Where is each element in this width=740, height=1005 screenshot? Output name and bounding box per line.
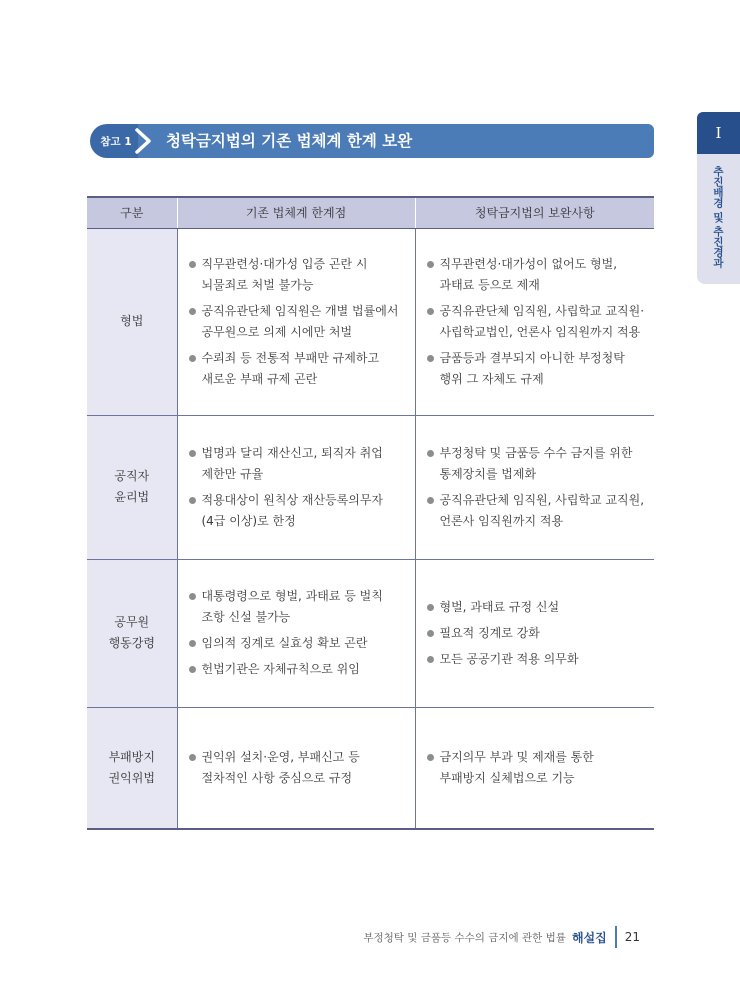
item-line: 절차적인 사항 중심으로 규정	[201, 770, 353, 785]
page-footer	[363, 926, 640, 948]
item-line: 공무원으로 의제 시에만 처벌	[201, 324, 353, 339]
improvements-cell	[415, 415, 654, 559]
bullet-icon	[427, 656, 434, 663]
row-category	[87, 415, 177, 559]
bullet-icon	[189, 754, 196, 761]
table-row	[87, 559, 654, 707]
row-category	[87, 228, 177, 415]
item-line: 임의적 징계로 실효성 확보 곤란	[201, 636, 368, 650]
limitation-item	[188, 633, 407, 654]
item-line: 모든 공공기관 적용 의무화	[439, 651, 579, 666]
limitation-item	[188, 443, 407, 485]
limitations-list	[188, 254, 407, 390]
category-line: 윤리법	[114, 490, 150, 504]
category-line: 공무원	[114, 615, 150, 629]
limitation-item	[188, 301, 407, 343]
item-line: 공직유관단체 임직원은 개별 법률에서	[201, 303, 399, 318]
header-limitations: 기존 법체계 한계점	[177, 197, 415, 228]
chapter-tab-numeral[interactable]	[697, 112, 740, 154]
improvement-item	[426, 747, 647, 789]
item-line: 직무관련성·대가성 입증 곤란 시	[201, 256, 368, 271]
improvement-item	[426, 597, 647, 618]
bullet-icon	[189, 261, 196, 268]
improvements-list	[426, 254, 647, 390]
table-row	[87, 228, 654, 415]
chapter-numeral: I	[715, 124, 722, 142]
improvement-item	[426, 623, 647, 644]
improvement-item	[426, 254, 647, 296]
improvements-cell	[415, 707, 654, 829]
item-line: 적용대상이 원칙상 재산등록의무자	[201, 492, 384, 507]
category-line: 권익위법	[108, 770, 155, 785]
item-line: 법명과 달리 재산신고, 퇴직자 취업	[201, 445, 383, 460]
item-line: 제한만 규율	[201, 466, 264, 481]
improvements-list	[426, 443, 647, 532]
item-line: 통제장치를 법제화	[439, 466, 537, 481]
item-line: 부패방지 실체법으로 기능	[439, 770, 575, 785]
bullet-icon	[427, 630, 434, 637]
item-line: 과태료 등으로 제재	[439, 277, 540, 292]
item-line: 부정청탁 및 금품등 수수 금지를 위한	[439, 445, 633, 460]
bullet-icon	[427, 355, 434, 362]
item-line: 새로운 부패 규제 곤란	[201, 371, 318, 386]
item-line: 행위 그 자체도 규제	[439, 371, 544, 386]
header-category: 구분	[87, 197, 177, 228]
chevron-right-icon	[134, 124, 156, 158]
limitations-list	[188, 747, 407, 789]
category-line: 형법	[120, 314, 144, 328]
item-line: 조항 신설 불가능	[201, 610, 291, 624]
section-header	[90, 124, 654, 158]
item-line: 직무관련성·대가성이 없어도 형벌,	[439, 256, 618, 271]
improvement-item	[426, 490, 647, 532]
bullet-icon	[427, 261, 434, 268]
limitations-cell	[177, 707, 415, 829]
limitation-item	[188, 747, 407, 789]
limitations-list	[188, 586, 407, 680]
limitation-item	[188, 254, 407, 296]
category-line: 부패방지	[108, 749, 155, 764]
table-row	[87, 415, 654, 559]
page-number: 21	[624, 930, 640, 944]
item-line: 형벌, 과태료 규정 신설	[439, 599, 560, 614]
category-line: 공직자	[114, 469, 150, 483]
bullet-icon	[189, 308, 196, 315]
limitations-cell	[177, 559, 415, 707]
bullet-icon	[427, 497, 434, 504]
bullet-icon	[427, 604, 434, 611]
bullet-icon	[427, 754, 434, 761]
header-improvements: 청탁금지법의 보완사항	[415, 197, 654, 228]
item-line: 대통령령으로 형벌, 과태료 등 벌칙	[201, 589, 383, 603]
table-row	[87, 707, 654, 829]
item-line: 뇌물죄로 처벌 불가능	[201, 277, 314, 292]
bullet-icon	[189, 450, 196, 457]
row-category	[87, 559, 177, 707]
item-line: 금품등과 결부되지 아니한 부정청탁	[439, 350, 625, 365]
bullet-icon	[189, 593, 196, 600]
improvement-item	[426, 301, 647, 343]
chapter-title: 추진배경 및 추진경과	[712, 166, 724, 268]
limitations-cell	[177, 415, 415, 559]
limitation-item	[188, 348, 407, 390]
item-line: 사립학교법인, 언론사 임직원까지 적용	[439, 324, 641, 339]
row-category	[87, 707, 177, 829]
improvement-item	[426, 443, 647, 485]
limitation-item	[188, 586, 407, 628]
limitation-item	[188, 490, 407, 532]
item-line: 언론사 임직원까지 적용	[439, 513, 564, 528]
bullet-icon	[427, 450, 434, 457]
comparison-table	[87, 196, 654, 830]
item-line: 공직유관단체 임직원, 사립학교 교직원·	[439, 303, 645, 318]
item-line: 필요적 징계로 강화	[439, 625, 540, 640]
limitations-list	[188, 443, 407, 532]
footer-book-title: 해설집	[571, 930, 607, 945]
limitations-cell	[177, 228, 415, 415]
improvements-cell	[415, 228, 654, 415]
reference-badge	[90, 124, 138, 158]
limitation-item	[188, 659, 407, 680]
item-line: (4급 이상)로 한정	[201, 513, 296, 528]
bullet-icon	[189, 640, 196, 647]
improvements-cell	[415, 559, 654, 707]
category-line: 행동강령	[108, 636, 155, 650]
reference-badge-label: 참고 1	[100, 135, 132, 148]
item-line: 헌법기관은 자체규칙으로 위임	[201, 662, 360, 676]
improvements-list	[426, 597, 647, 670]
bullet-icon	[189, 355, 196, 362]
section-title: 청탁금지법의 기존 법체계 한계 보완	[166, 132, 413, 150]
item-line: 수뢰죄 등 전통적 부패만 규제하고	[201, 350, 380, 365]
bullet-icon	[189, 666, 196, 673]
table-header-row	[87, 197, 654, 228]
improvement-item	[426, 649, 647, 670]
bullet-icon	[427, 308, 434, 315]
item-line: 금지의무 부과 및 제재를 통한	[439, 749, 594, 764]
footer-divider	[615, 926, 617, 948]
improvements-list	[426, 747, 647, 789]
footer-law-name: 부정청탁 및 금품등 수수의 금지에 관한 법률	[363, 931, 566, 944]
improvement-item	[426, 348, 647, 390]
chapter-tab[interactable]	[697, 154, 740, 284]
item-line: 권익위 설치·운영, 부패신고 등	[201, 749, 360, 764]
bullet-icon	[189, 497, 196, 504]
item-line: 공직유관단체 임직원, 사립학교 교직원,	[439, 492, 645, 507]
